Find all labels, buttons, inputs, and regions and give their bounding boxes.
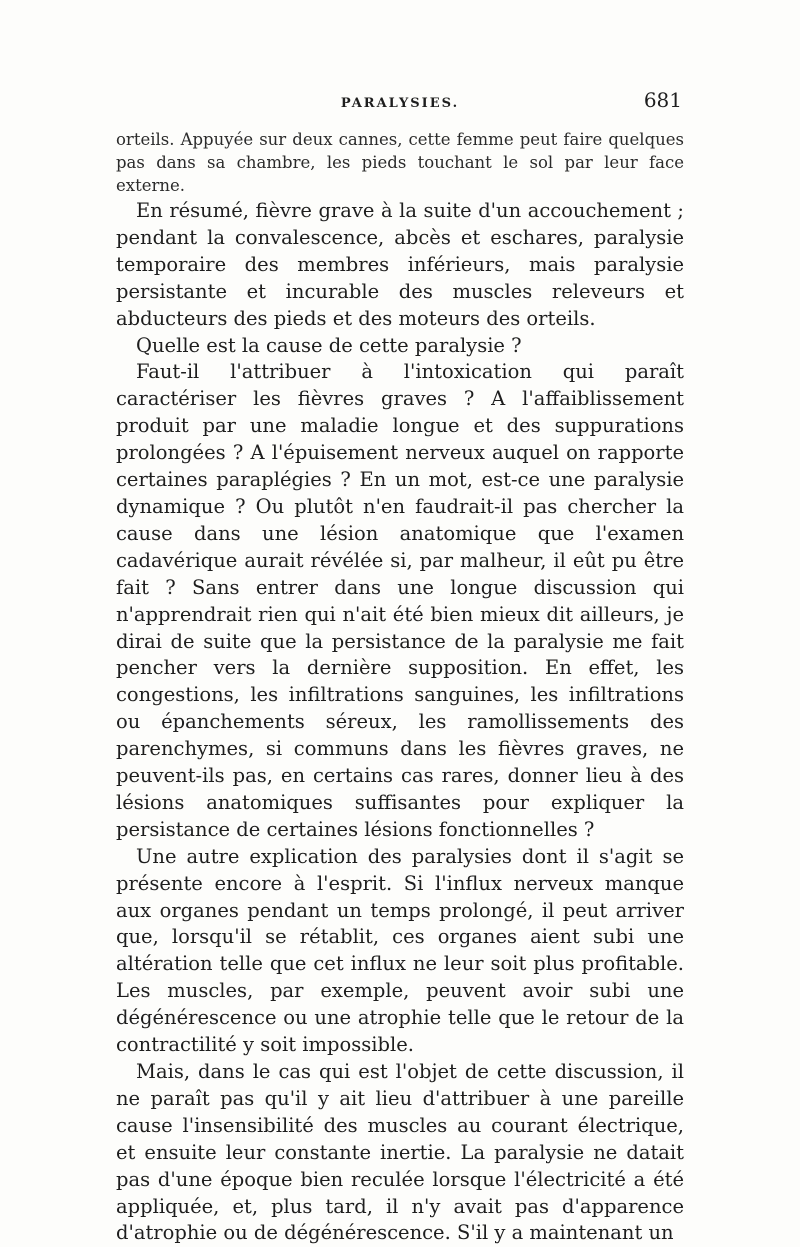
body-text: [116, 198, 684, 1247]
paragraph-summary: En résumé, fièvre grave à la suite d'un accouchement ; pendant la convalescence, abcès et eschares, paralysie temporaire des membres inférieurs, mais paralysie persistante et incurable des muscles releveurs et abducteurs des pieds et des moteurs des orteils.: [116, 199, 684, 330]
paragraph-causes: Faut-il l'attribuer à l'intoxication qui paraît caractériser les fièvres graves ? A l'affaiblissement produit par une maladie longue et des suppurations prolongées ? A l'épuisement nerveux auquel on rapporte certaines paraplégies ? En un mot, est-ce une paralysie dynamique ? Ou plutôt n'en faudrait-il pas chercher la cause dans une lésion anatomique que l'examen cadavérique aurait révélée si, par malheur, il eût pu être fait ? Sans entrer dans une longue discussion qui n'apprendrait rien qui n'ait été bien mieux dit ailleurs, je dirai de suite que la persistance de la paralysie me fait pencher vers la dernière supposition. En effet, les congestions, les infiltrations sanguines, les infiltrations ou épanchements séreux, les ramollissements des parenchymes, si communs dans les fièvres graves, ne peuvent-ils pas, en certains cas rares, donner lieu à des lésions anatomiques suffisantes pour expliquer la persistance de certaines lésions fonctionnelles ?: [116, 360, 684, 841]
page-header: [116, 88, 684, 116]
running-title: PARALYSIES.: [340, 96, 460, 111]
page-number: 681: [643, 88, 682, 112]
paragraph-explanation: Une autre explication des paralysies dont il s'agit se présente encore à l'esprit. Si l'influx nerveux manque aux organes pendant un temps prolongé, il peut arriver que, lorsqu'il se rétablit, ces organes aient subi une altération telle que cet influx ne leur soit plus profitable. Les muscles, par exemple, peuvent avoir subi une dégénérescence ou une atrophie telle que le retour de la contractilité y soit impossible.: [116, 844, 684, 1057]
paragraph-question: Quelle est la cause de cette paralysie ?: [136, 333, 522, 357]
intro-paragraph: orteils. Appuyée sur deux cannes, cette femme peut faire quelques pas dans sa chambre, les pieds touchant le sol par leur face externe.: [116, 130, 684, 195]
paragraph-discussion: Mais, dans le cas qui est l'objet de cette discussion, il ne paraît pas qu'il y ait lieu d'attribuer à une pareille cause l'insensibilité des muscles au courant électrique, et ensuite leur constante inertie. La paralysie ne datait pas d'une époque bien reculée lorsque l'électricité a été appliquée, et, plus tard, il n'y avait pas d'apparence d'atrophie ou de dégénérescence. S'il y a maintenant un: [116, 1060, 684, 1245]
